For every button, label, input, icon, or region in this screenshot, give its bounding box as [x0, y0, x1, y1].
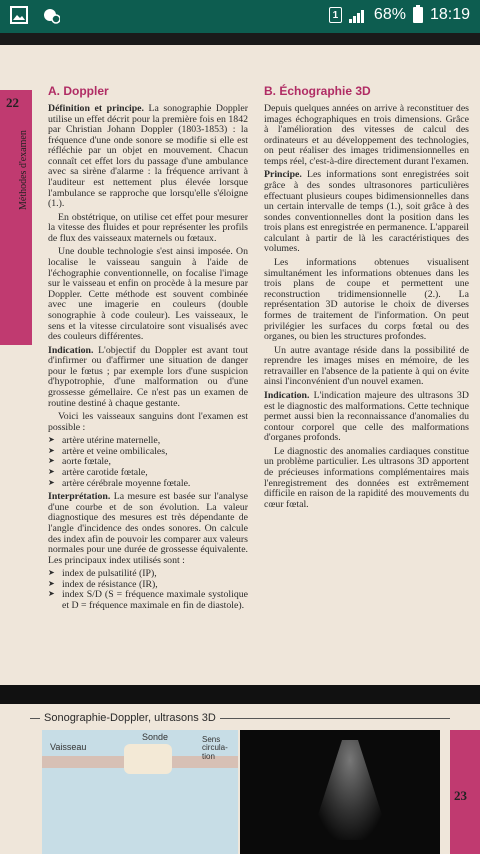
list-item: ➤ artère carotide fœtale,: [48, 468, 248, 479]
status-bar: [0, 0, 480, 33]
document-page-right: [0, 704, 480, 854]
list-item: ➤ artère et veine ombilicales,: [48, 447, 248, 458]
label-sonde: Sonde: [142, 732, 169, 742]
list-item: ➤ aorte fœtale,: [48, 457, 248, 468]
paragraph: Un autre avantage réside dans la possibilité de reprendre les images mises en mémoire, de les retravailler en l'absence de la patiente à qui on évite ainsi l'inconvénient d'un nouvel examen.: [264, 344, 469, 388]
paragraph: Indication. L'indication majeure des ultrasons 3D est le diagnostic des malformations. Cette technique permet aussi bien la reconnaissance d'anomalies du contour corporel que celle des malformations d'organes profonds.: [264, 389, 469, 444]
column-right: [264, 85, 469, 513]
probe-illustration: [124, 744, 172, 774]
paragraph: Définition et principe. La sonographie Doppler utilise un effet décrit pour la première fois en 1842 par Christian Johann Doppler (1803-1853) : la fréquence d'une onde sonore se modifie si elle est réfléchie par un objet en mouvement. Chacun connaît cet effet lors du passage d'une ambulance avec sa sirène d'alarme : la fréquence arrivant à l'auditeur est nettement plus élevée lorsque l'ambulance se rapproche que lorsqu'elle s'éloigne (1.).: [48, 102, 248, 210]
paragraph: Depuis quelques années on arrive à reconstituer des images échographiques en trois dimensions. Grâce à l'amélioration des vitesses de calcul des ordinateurs et au développement des technologies, on peut réaliser des images tridimensionnelles en temps réel, c'est-à-dire directement durant l'examen.: [264, 102, 469, 167]
list-item: ➤ index de pulsatilité (IP),: [48, 569, 248, 580]
ultrasound-image: [240, 730, 440, 854]
sim-icon: 1: [329, 7, 342, 23]
list-item: ➤ artère cérébrale moyenne fœtale.: [48, 479, 248, 490]
signal-icon: [349, 7, 367, 23]
document-page-left: [0, 45, 480, 685]
gallery-icon: [10, 6, 28, 24]
side-label: Méthodes d'examen: [18, 130, 29, 210]
vessel-list: [48, 436, 248, 489]
list-item: ➤ artère utérine maternelle,: [48, 436, 248, 447]
column-left: [48, 85, 248, 615]
clock-time: 18:19: [429, 6, 470, 23]
paragraph: Le diagnostic des anomalies cardiaques constitue un problème particulier. Les ultrasons 3D apportent de précieuses informations complémentaires mais l'enregistrement des données est extrêmement difficile en raison de la rapidité des mouvements du cœur fœtal.: [264, 445, 469, 510]
paragraph: En obstétrique, on utilise cet effet pour mesurer la vitesse des fluides et pour représenter les profils de flux des vaisseaux maternels ou fœtaux.: [48, 211, 248, 244]
ultrasound-cone: [310, 740, 390, 840]
page-number-right: 23: [454, 788, 467, 803]
doppler-diagram: [42, 730, 238, 854]
paragraph: Interprétation. La mesure est basée sur l'analyse d'une courbe et de son évolution. La valeur diagnostique des mesures est très dépendante de l'angle d'incidence des ondes sonores. On calcule des index afin de pouvoir les comparer aux valeurs normales pour une durée de grossesse équivalente. Les principaux index utilisés sont :: [48, 491, 248, 566]
figure-title: Sonographie-Doppler, ultrasons 3D: [40, 712, 220, 724]
label-sens-circulation: Sens circula-tion: [202, 735, 228, 761]
heading-doppler: A. Doppler: [48, 84, 109, 98]
heading-echographie-3d: B. Échographie 3D: [264, 84, 371, 98]
list-item: ➤ index de résistance (IR),: [48, 580, 248, 591]
label-vaisseau: Vaisseau: [50, 742, 87, 752]
settings-badge-icon: [42, 6, 60, 24]
paragraph: Indication. L'objectif du Doppler est avant tout d'infirmer ou d'affirmer une situation de danger pour le fœtus ; par exemple lors d'une suspicion d'hypotrophie, d'une malformation ou d'une grossesse gémellaire. Ce n'est pas un examen de routine destiné à chaque gestante.: [48, 344, 248, 409]
list-item: ➤ index S/D (S = fréquence maximale systolique et D = fréquence maximale en fin de diastole).: [48, 590, 248, 611]
paragraph: Voici les vaisseaux sanguins dont l'examen est possible :: [48, 411, 248, 433]
paragraph: Les informations obtenues visualisent simultanément les informations obtenues dans les trois plans de coupe et permettent une reconstruction tridimensionnelle (2.). La représentation 3D autorise le choix de diverses formes de traitement de l'information. On peut privilégier les surfaces du corps fœtal ou des organes, ou bien les structures profondes.: [264, 257, 469, 343]
index-list: [48, 569, 248, 611]
paragraph: Une double technologie s'est ainsi imposée. On localise le vaisseau sanguin à l'aide de l'échographie conventionnelle, on focalise l'image sur le vaisseau et enfin on procède à la mesure par Doppler. Cette méthode est souvent combinée avec une imagerie en couleurs (double sonographie à code couleur). Les vaisseaux, le sens et la vitesse circulatoire sont visualisés avec des couleurs différentes.: [48, 246, 248, 343]
battery-icon: [413, 7, 423, 23]
battery-percent: 68%: [373, 6, 406, 23]
page-gap: [0, 685, 480, 704]
page-number-left: 22: [6, 95, 19, 110]
paragraph: Principe. Les informations sont enregistrées soit grâce à des sondes ultrasonores particulières effectuant plusieurs coupes bidimensionnelles dans un certain intervalle de temps (1.), soit grâce à des sondes conventionnelles dont la position dans les trois plans est enregistrée en permanence. L'appareil calculant à partir de là les caractéristiques des volumes.: [264, 169, 469, 255]
